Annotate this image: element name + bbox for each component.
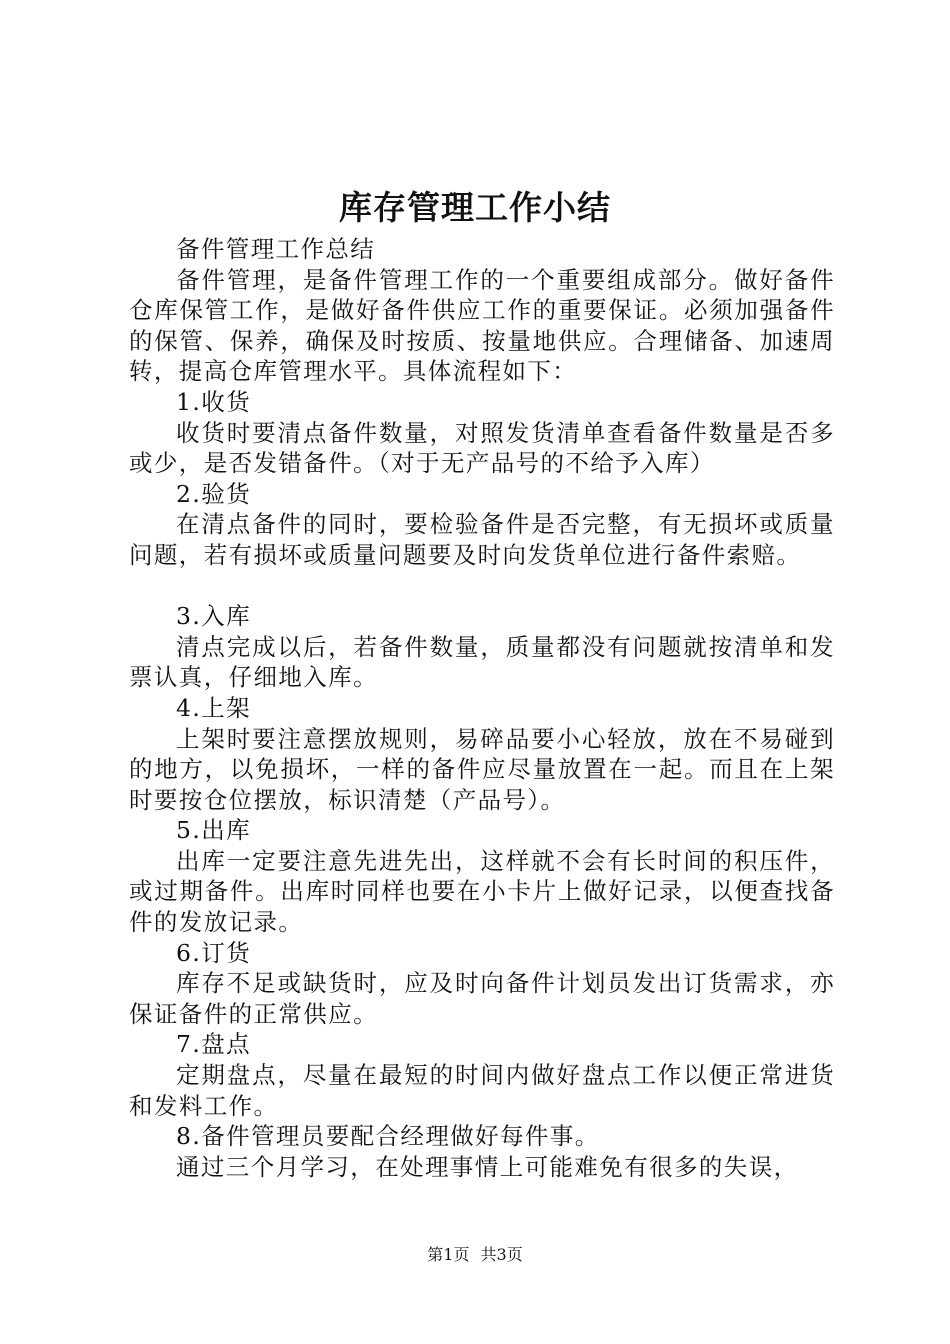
body-paragraph: 通过三个月学习，在处理事情上可能难免有很多的失误，	[176, 1152, 799, 1181]
body-paragraph: 出库一定要注意先进先出，这样就不会有长时间的积压件，或过期备件。出库时同样也要在小卡片上做好记录，以便查找备件的发放记录。	[129, 846, 835, 937]
step-heading-order: 6.订货	[176, 938, 252, 967]
page-number: 第1页	[427, 1245, 470, 1264]
step-heading-stocktake: 7.盘点	[176, 1030, 252, 1059]
step-heading-shelve: 4.上架	[176, 693, 252, 722]
page-footer	[0, 1243, 950, 1267]
section-heading: 备件管理工作总结	[176, 235, 376, 263]
step-heading-cooperate: 8.备件管理员要配合经理做好每件事。	[176, 1122, 600, 1151]
document-body	[129, 234, 835, 1182]
step-heading-dispatch: 5.出库	[176, 816, 252, 845]
document-title: 库存管理工作小结	[339, 188, 611, 227]
paragraph-gap	[129, 571, 835, 602]
body-paragraph: 上架时要注意摆放规则，易碎品要小心轻放，放在不易碰到的地方，以免损坏，一样的备件应尽量放置在一起。而且在上架时要按仓位摆放，标识清楚（产品号）。	[129, 724, 835, 814]
step-heading-inspect: 2.验货	[176, 479, 252, 508]
body-paragraph: 备件管理，是备件管理工作的一个重要组成部分。做好备件仓库保管工作，是做好备件供应工作的重要保证。必须加强备件的保管、保养，确保及时按质、按量地供应。合理储备、加速周转，提高仓库管理水平。具体流程如下：	[129, 265, 835, 386]
body-paragraph: 清点完成以后，若备件数量，质量都没有问题就按清单和发票认真，仔细地入库。	[129, 632, 835, 692]
body-paragraph: 在清点备件的同时，要检验备件是否完整，有无损坏或质量问题，若有损坏或质量问题要及时向发货单位进行备件索赔。	[129, 510, 835, 569]
body-paragraph: 定期盘点，尽量在最短的时间内做好盘点工作以便正常进货和发料工作。	[129, 1061, 835, 1120]
body-paragraph: 库存不足或缺货时，应及时向备件计划员发出订货需求，亦保证备件的正常供应。	[129, 969, 835, 1028]
page-total: 共3页	[480, 1245, 523, 1264]
step-heading-receive: 1.收货	[176, 387, 252, 416]
step-heading-store: 3.入库	[176, 602, 252, 631]
body-paragraph: 收货时要清点备件数量，对照发货清单查看备件数量是否多或少，是否发错备件。（对于无产品号的不给予入库）	[129, 418, 835, 478]
